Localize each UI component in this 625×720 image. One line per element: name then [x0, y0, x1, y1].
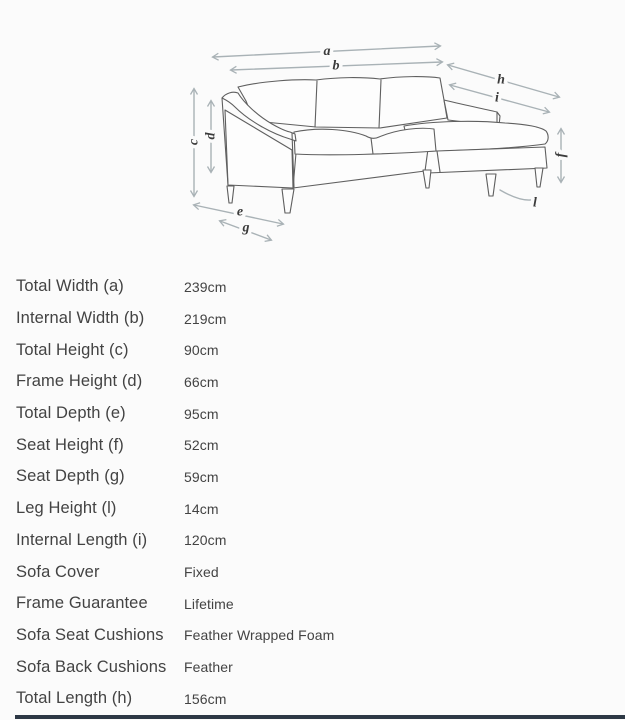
- spec-label: Internal Length (i): [16, 530, 148, 549]
- spec-value: 52cm: [184, 437, 219, 454]
- spec-row-back-cushions: [16, 651, 625, 683]
- spec-value: 66cm: [184, 373, 219, 390]
- spec-label: Sofa Seat Cushions: [16, 625, 164, 644]
- spec-label: Total Width (a): [16, 277, 124, 296]
- spec-value: 14cm: [184, 500, 219, 517]
- spec-value: Lifetime: [184, 595, 234, 612]
- dim-label-c: c: [186, 138, 202, 146]
- spec-label: Leg Height (l): [16, 499, 117, 518]
- spec-row-frame-height: [16, 366, 625, 398]
- sofa-dimension-diagram: [0, 0, 625, 260]
- spec-row-leg-height: [16, 493, 625, 525]
- spec-value: 219cm: [184, 310, 227, 327]
- spec-value: Feather: [184, 659, 233, 676]
- dim-label-f: f: [553, 152, 569, 158]
- dim-label-e: e: [236, 204, 244, 220]
- spec-row-frame-guarantee: [16, 588, 625, 620]
- spec-row-total-width: [16, 271, 625, 303]
- dim-label-h: h: [497, 72, 505, 88]
- spec-label: Internal Width (b): [16, 309, 145, 328]
- sofa-diagram-svg: [0, 0, 625, 260]
- spec-row-seat-cushions: [16, 620, 625, 652]
- spec-row-internal-width: [16, 303, 625, 335]
- spec-value: 156cm: [184, 690, 227, 707]
- dim-label-l: l: [533, 195, 537, 211]
- spec-value: Fixed: [184, 564, 219, 581]
- spec-row-seat-depth: [16, 461, 625, 493]
- spec-value: Feather Wrapped Foam: [184, 627, 335, 644]
- spec-table: [16, 271, 625, 715]
- spec-label: Frame Height (d): [16, 372, 143, 391]
- spec-row-internal-length: [16, 525, 625, 557]
- spec-label: Sofa Back Cushions: [16, 657, 167, 676]
- spec-label: Total Depth (e): [16, 404, 126, 423]
- dim-label-g: g: [242, 220, 250, 236]
- spec-label: Seat Depth (g): [16, 467, 125, 486]
- spec-row-seat-height: [16, 429, 625, 461]
- spec-value: 239cm: [184, 278, 227, 295]
- leg-pointer-line: [500, 190, 531, 200]
- bottom-divider: [15, 715, 625, 719]
- spec-value: 90cm: [184, 342, 219, 359]
- spec-row-sofa-cover: [16, 556, 625, 588]
- spec-label: Seat Height (f): [16, 435, 124, 454]
- dim-label-a: a: [323, 44, 331, 59]
- spec-label: Total Height (c): [16, 340, 129, 359]
- spec-label: Total Length (h): [16, 689, 133, 708]
- spec-row-total-depth: [16, 398, 625, 430]
- spec-label: Sofa Cover: [16, 562, 100, 581]
- spec-row-total-height: [16, 334, 625, 366]
- spec-value: 120cm: [184, 532, 227, 549]
- dim-label-b: b: [332, 58, 340, 74]
- dim-label-i: i: [495, 90, 499, 106]
- sofa-line-drawing: [222, 77, 548, 213]
- spec-row-total-length: [16, 683, 625, 715]
- spec-label: Frame Guarantee: [16, 594, 148, 613]
- spec-value: 95cm: [184, 405, 219, 422]
- dim-label-d: d: [203, 132, 219, 140]
- spec-value: 59cm: [184, 468, 219, 485]
